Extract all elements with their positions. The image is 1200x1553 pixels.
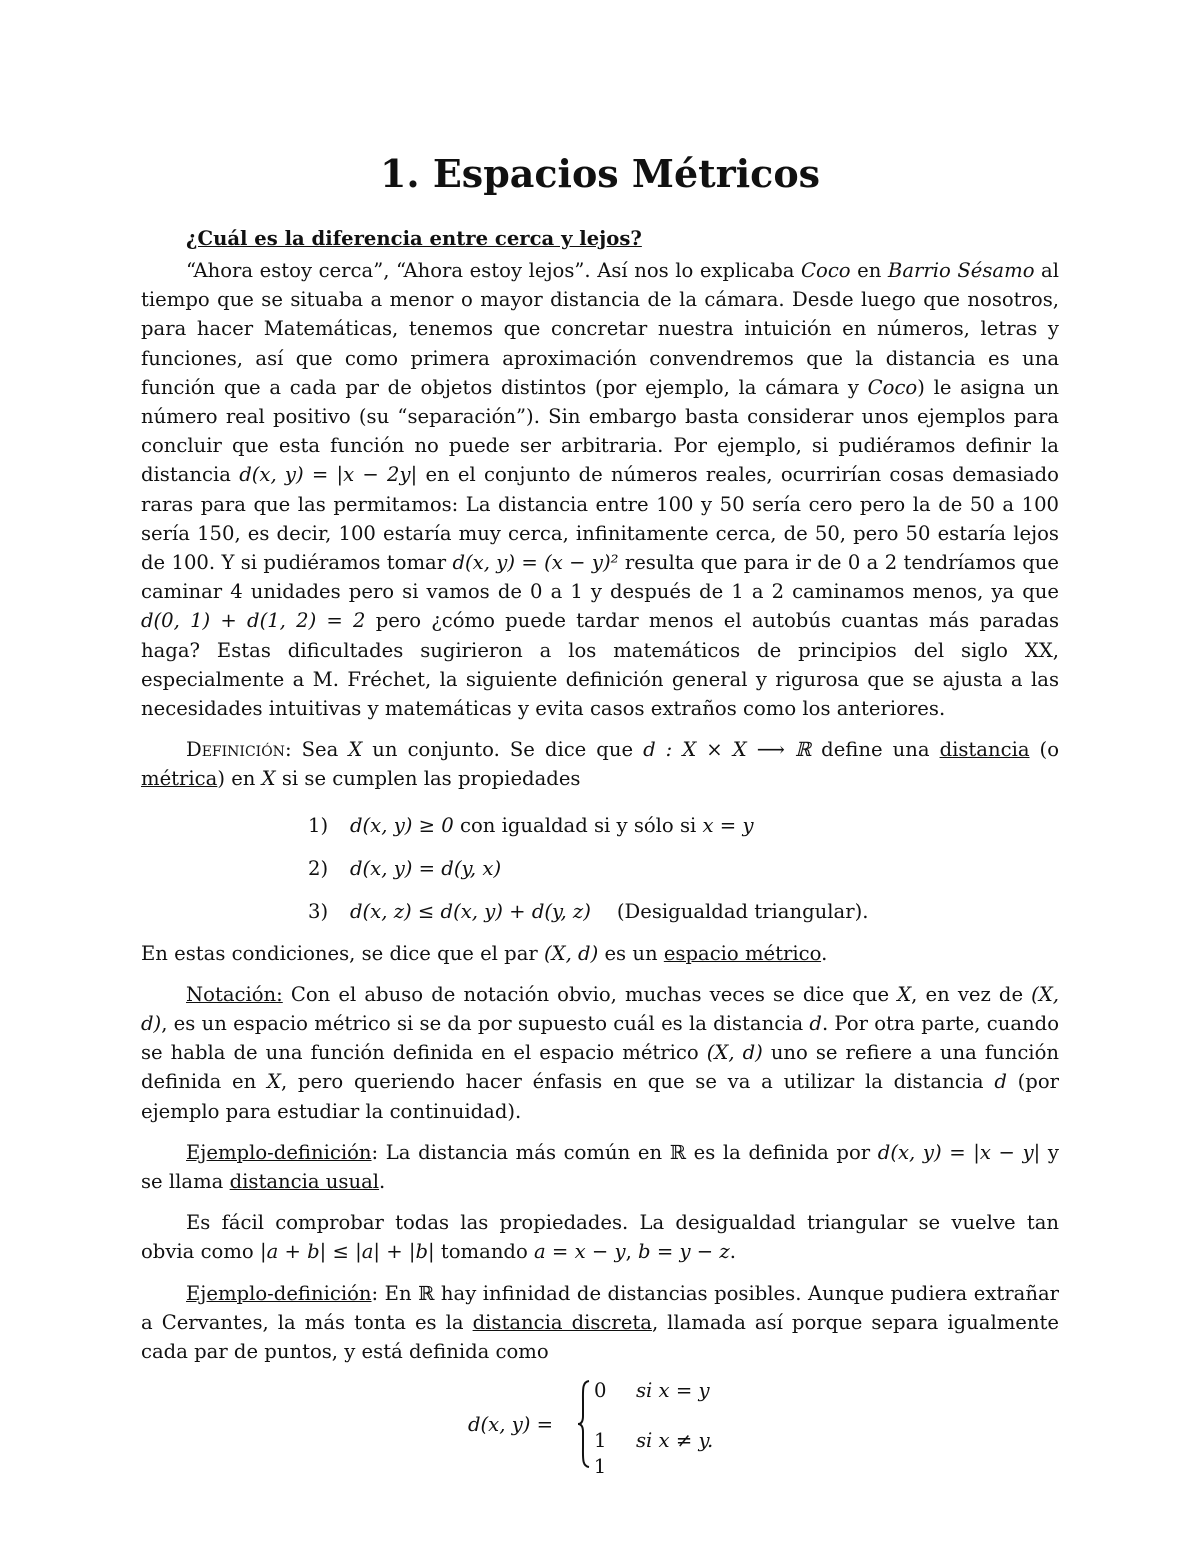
case-equal: 0 si x = y [594,1379,710,1403]
metric-space-paragraph: En estas condiciones, se dice que el par (X, d) es un espacio métrico. [141,941,828,965]
term-distancia-usual: distancia usual [229,1170,380,1194]
coco-name: Coco [801,259,851,282]
formula-sum: d(0, 1) + d(1, 2) = 2 [141,609,366,633]
example2-paragraph: Ejemplo-definición: En ℝ hay infinidad de distancias posibles. Aunque pudiera extrañar a Cervantes, la más tonta es la distancia discreta, llamada así porque separa igualmente cada par de puntos, y está definida como [141,1281,1059,1364]
term-espacio-metrico: espacio métrico [663,941,822,965]
definition-paragraph: Definición: Sea X un conjunto. Se dice que d : X × X ⟶ ℝ define una distancia (o métrica) en X si se cumplen las propiedades [141,738,1060,791]
term-distancia-discreta: distancia discreta [472,1310,652,1334]
triangle-paragraph: Es fácil comprobar todas las propiedades. La desigualdad triangular se vuelve tan obvia como |a + b| ≤ |a| + |b| tomando a = x − y, b = y − z. [141,1211,1059,1264]
formula-bad-distance-2: d(x, y) = (x − y)² [452,551,619,575]
case-different: 1 si x ≠ y. [594,1429,714,1453]
example-label: Ejemplo-definición [186,1281,372,1305]
property-item: 2) d(x, y) = d(y, x) [308,856,502,880]
property-item: 1) d(x, y) ≥ 0 con igualdad si y sólo si x = y [308,813,754,837]
page-number: 1 [593,1455,607,1478]
notation-paragraph: Notación: Con el abuso de notación obvio, muchas veces se dice que X, en vez de (X, d), es un espacio métrico si se da por supuesto cuál es la distancia d. Por otra parte, cuando se habla de una función definida en el espacio métrico (X, d) uno se refiere a una función definida en X, pero queriendo hacer énfasis en que se va a utilizar la distancia d (por ejemplo para estudiar la continuidad). [141,982,1059,1123]
section-subtitle: ¿Cuál es la diferencia entre cerca y lejos? [186,227,642,250]
example-label: Ejemplo-definición [186,1140,372,1164]
term-metrica: métrica [141,767,218,791]
notation-label: Notación: [186,982,283,1006]
property-item: 3) d(x, z) ≤ d(x, y) + d(y, z) (Desigualdad triangular). [308,899,869,923]
definition-label: Definición [186,738,285,762]
page-title: 1. Espacios Métricos [379,151,821,196]
formula-map: d : X × X ⟶ ℝ [643,738,812,762]
properties-list [308,804,1059,933]
document-body [141,256,1059,1474]
formula-lhs: d(x, y) = [468,1413,554,1437]
intro-paragraph: “Ahora estoy cerca”, “Ahora estoy lejos”. Así nos lo explicaba Coco en Barrio Sésamo al tiempo que se situaba a menor o mayor distancia de la cámara. Desde luego que nosotros, para hacer Matemáticas, tenemos que concretar nuestra intuición en números, letras y funciones, así que como primera aproximación convendremos que la distancia es una función que a cada par de objetos distintos (por ejemplo, la cámara y Coco) le asigna un número real positivo (su “separación”). Sin embargo basta considerar unos ejemplos para concluir que esta función no puede ser arbitraria. Por ejemplo, si pudiéramos definir la distancia d(x, y) = |x − 2y| en el conjunto de números reales, ocurrirían cosas demasiado raras para que las permitamos: La distancia entre 100 y 50 sería cero pero la de 50 a 100 sería 150, es decir, 100 estaría muy cerca, infinitamente cerca, de 50, pero 50 estaría lejos de 100. Y si pudiéramos tomar d(x, y) = (x − y)² resulta que para ir de 0 a 2 tendríamos que caminar 4 unidades pero si vamos de 0 a 1 y después de 1 a 2 caminamos menos, ya que d(0, 1) + d(1, 2) = 2 pero ¿cómo puede tardar menos el autobús cuantas más paradas haga? Estas dificultades sugirieron a los matemáticos de principios del siglo XX, especialmente a M. Fréchet, la siguiente definición general y rigurosa que se ajusta a las necesidades intuitivas y matemáticas y evita casos extraños como los anteriores. [141,259,1060,721]
example1-paragraph: Ejemplo-definición: La distancia más común en ℝ es la definida por d(x, y) = |x − y| y se llama distancia usual. [141,1140,1059,1194]
term-distancia: distancia [939,738,1030,762]
barrio-sesamo-name: Barrio Sésamo [887,259,1035,282]
formula-bad-distance-1: d(x, y) = |x − 2y| [239,463,418,487]
